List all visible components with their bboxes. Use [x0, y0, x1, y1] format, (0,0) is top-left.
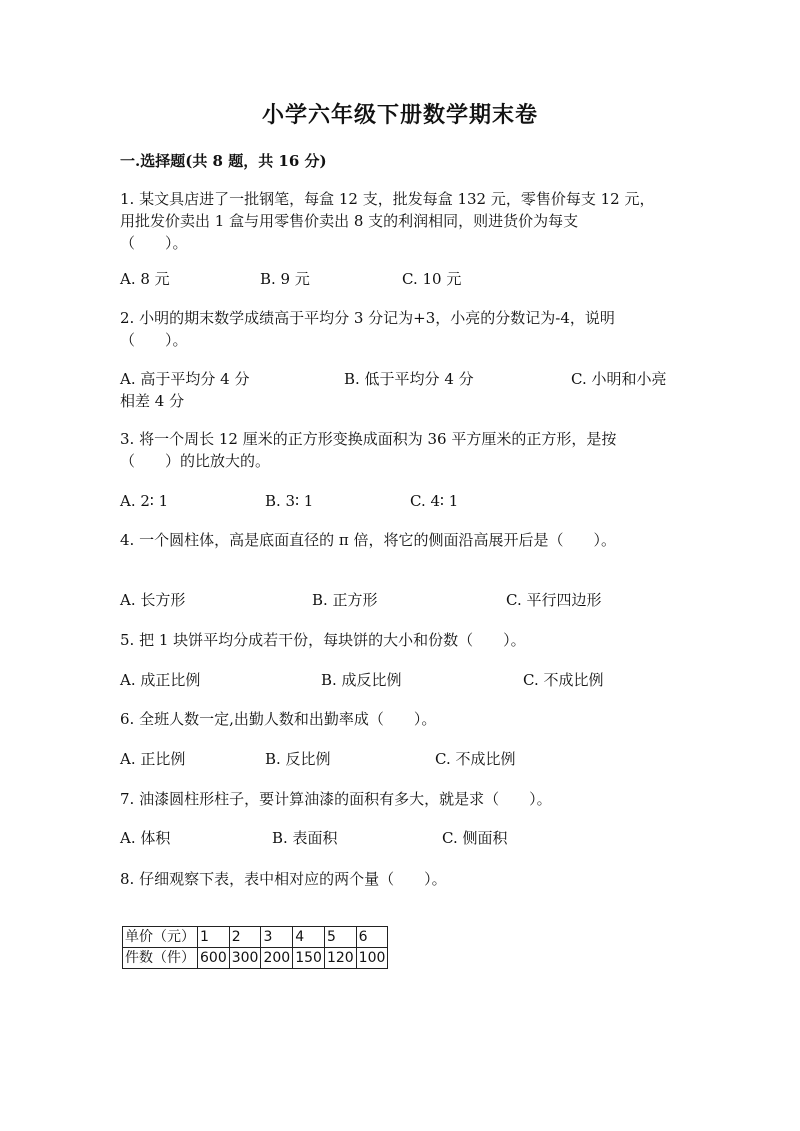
option-a: A. 2∶ 1 [120, 492, 169, 510]
option-a: A. 正比例 [120, 750, 186, 768]
table-cell: 120 [324, 948, 356, 969]
option-c: C. 不成比例 [435, 750, 516, 768]
table-header-cell: 件数（件） [123, 948, 198, 969]
question-7 [120, 788, 685, 810]
question-1 [120, 188, 685, 254]
option-b: B. 低于平均分 4 分 [344, 370, 474, 388]
question-8 [120, 868, 685, 890]
question-3 [120, 428, 685, 472]
question-text: 7. 油漆圆柱形柱子，要计算油漆的面积有多大，就是求（ ）。 [120, 790, 552, 808]
table-row [123, 948, 388, 969]
table-cell: 200 [261, 948, 293, 969]
option-b: B. 表面积 [272, 829, 338, 847]
table-cell: 300 [229, 948, 261, 969]
option-b: B. 正方形 [312, 591, 378, 609]
question-5-options [120, 669, 685, 713]
question-7-options [120, 827, 685, 871]
option-a: A. 高于平均分 4 分 [120, 370, 250, 388]
question-text: （ ）。 [120, 234, 188, 252]
question-6 [120, 708, 685, 730]
option-b: B. 9 元 [260, 270, 310, 288]
table-row [123, 927, 388, 948]
table-cell: 2 [229, 927, 261, 948]
price-quantity-table [122, 926, 388, 969]
option-a: A. 体积 [120, 829, 171, 847]
option-c: C. 不成比例 [523, 671, 604, 689]
option-c: C. 小明和小亮 [571, 370, 667, 388]
option-c: C. 平行四边形 [506, 591, 602, 609]
table-cell: 600 [198, 948, 230, 969]
question-text: 2. 小明的期末数学成绩高于平均分 3 分记为+3，小亮的分数记为-4，说明 [120, 309, 615, 327]
table-cell: 3 [261, 927, 293, 948]
question-text: 5. 把 1 块饼平均分成若干份，每块饼的大小和份数（ ）。 [120, 631, 526, 649]
option-b: B. 成反比例 [321, 671, 402, 689]
page-title: 小学六年级下册数学期末卷 [261, 102, 538, 128]
question-6-options [120, 748, 685, 792]
question-text: 用批发价卖出 1 盒与用零售价卖出 8 支的利润相同，则进货价为每支 [120, 212, 579, 230]
table-cell: 100 [356, 948, 388, 969]
question-4 [120, 529, 685, 551]
option-a: A. 成正比例 [120, 671, 201, 689]
question-text: 4. 一个圆柱体，高是底面直径的 π 倍，将它的侧面沿高展开后是（ ）。 [120, 531, 616, 549]
option-b: B. 3∶ 1 [265, 492, 314, 510]
option-c: C. 10 元 [402, 270, 462, 288]
question-4-options [120, 589, 685, 633]
option-a: A. 8 元 [120, 270, 170, 288]
question-text: 1. 某文具店进了一批钢笔，每盒 12 支，批发每盒 132 元，零售价每支 12 元， [120, 190, 655, 208]
option-b: B. 反比例 [265, 750, 331, 768]
question-2-options [120, 368, 685, 412]
question-3-options [120, 490, 685, 534]
question-text: 3. 将一个周长 12 厘米的正方形变换成面积为 36 平方厘米的正方形，是按 [120, 430, 617, 448]
table-cell: 1 [198, 927, 230, 948]
table-cell: 4 [293, 927, 325, 948]
section-heading: 一.选择题(共 8 题，共 16 分) [120, 152, 327, 170]
question-text: （ ）。 [120, 331, 188, 349]
table-cell: 5 [324, 927, 356, 948]
question-text: （ ）的比放大的。 [120, 452, 271, 470]
option-c: C. 4∶ 1 [410, 492, 459, 510]
question-2 [120, 307, 685, 351]
question-text: 8. 仔细观察下表，表中相对应的两个量（ ）。 [120, 870, 447, 888]
table-cell: 150 [293, 948, 325, 969]
question-text: 6. 全班人数一定,出勤人数和出勤率成（ ）。 [120, 710, 437, 728]
question-1-options [120, 268, 685, 312]
option-c-continued: 相差 4 分 [120, 392, 185, 410]
table-header-cell: 单价（元） [123, 927, 198, 948]
question-5 [120, 629, 685, 651]
option-a: A. 长方形 [120, 591, 186, 609]
table-cell: 6 [356, 927, 388, 948]
option-c: C. 侧面积 [442, 829, 508, 847]
